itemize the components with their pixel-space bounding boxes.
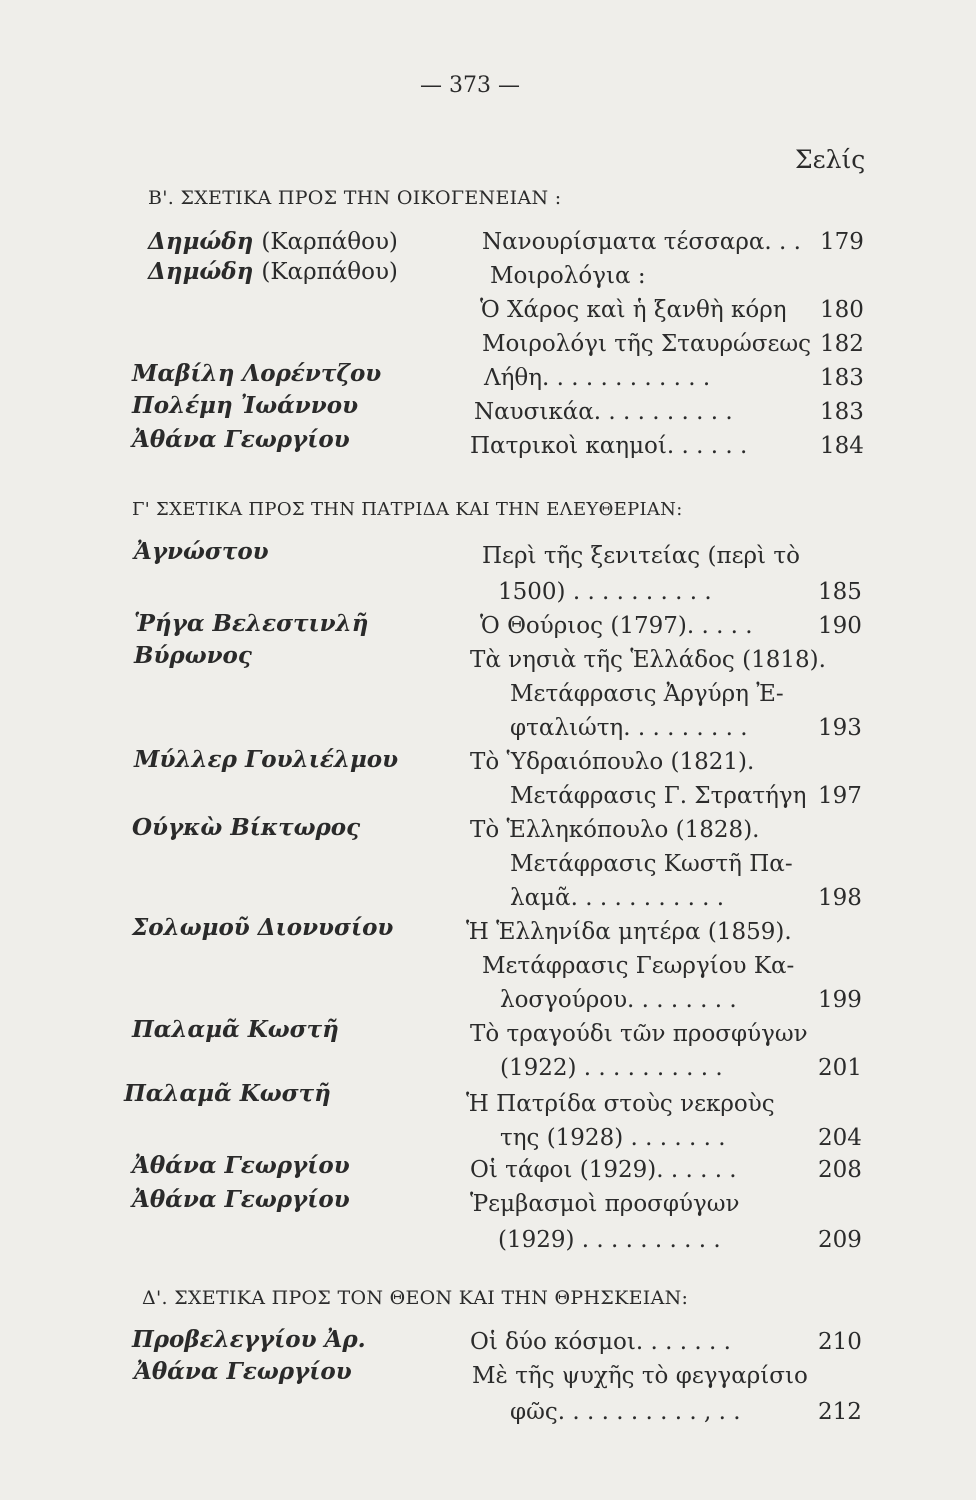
author-7: Ῥήγα Βελεστινλῆ [134, 610, 369, 637]
title-11: Τὸ Ὑδραιόπουλο (1821). [470, 749, 755, 775]
author-1 [148, 228, 398, 256]
author-name: Δημώδη [148, 228, 254, 255]
title-14-cont: (1922) . . . . . . . . . . [500, 1055, 723, 1081]
page-ref-19: 212 [818, 1399, 862, 1425]
title-12: Τὸ Ἑλληκόπουλο (1828). [470, 817, 760, 843]
page-ref-10: 193 [818, 715, 862, 741]
page-ref-14: 201 [818, 1055, 862, 1081]
title-11-cont: Μετάφρασις Γ. Στρατήγη [510, 783, 807, 809]
page-ref-6: 183 [820, 399, 864, 425]
title-15: Ἡ Πατρίδα στοὺς νεκροὺς [466, 1091, 775, 1117]
title-15-cont: της (1928) . . . . . . . [500, 1125, 726, 1151]
author-10: Ούγκὼ Βίκτωρος [132, 814, 361, 841]
author-11: Σολωμοῦ Διονυσίου [132, 914, 394, 941]
title-10: Τὰ νησιὰ τῆς Ἑλλάδος (1818). [470, 647, 826, 673]
title-17-cont: (1929) . . . . . . . . . . [498, 1227, 721, 1253]
title-19-cont: φῶς. . . . . . . . . . , . . [510, 1399, 741, 1425]
page-ref-5: 183 [820, 365, 864, 391]
section-heading-g: Γ' ΣΧΕΤΙΚΑ ΠΡΟΣ ΤΗΝ ΠΑΤΡΙΔΑ ΚΑΙ ΤΗΝ ΕΛΕΥΘΕΡΙΑΝ: [132, 499, 683, 520]
author-15: Ἀθάνα Γεωργίου [132, 1186, 350, 1213]
title-13-cont: Μετάφρασις Γεωργίου Κα- [482, 953, 795, 979]
page-ref-4: 182 [820, 331, 864, 357]
title-8-cont: 1500) . . . . . . . . . . [498, 579, 712, 605]
page-number: — 373 — [420, 73, 520, 98]
page-ref-15: 204 [818, 1125, 862, 1151]
column-header-page: Σελίς [795, 145, 866, 174]
title-7: Πατρικοὶ καημοί. . . . . . [470, 433, 748, 459]
author-4: Πολέμη Ἰωάννου [132, 392, 359, 419]
author-9: Μύλλερ Γουλιέλμου [134, 746, 399, 773]
title-18: Οἱ δύο κόσμοι. . . . . . . [470, 1329, 731, 1355]
author-8: Βύρωνος [134, 642, 252, 669]
author-6: Ἀγνώστου [134, 538, 269, 565]
page-ref-9: 190 [818, 613, 862, 639]
page-ref-11: 197 [818, 783, 862, 809]
page-ref-13: 199 [818, 987, 862, 1013]
title-5: Λήθη. . . . . . . . . . . . [484, 365, 711, 391]
section-heading-b: Β'. ΣΧΕΤΙΚΑ ΠΡΟΣ ΤΗΝ ΟΙΚΟΓΕΝΕΙΑΝ : [148, 187, 562, 209]
page-ref-17: 209 [818, 1227, 862, 1253]
title-14: Τὸ τραγούδι τῶν προσφύγων [470, 1021, 808, 1047]
page-ref-12: 198 [818, 885, 862, 911]
title-6: Ναυσικάα. . . . . . . . . . [474, 399, 733, 425]
title-9: Ὁ Θούριος (1797). . . . . [480, 613, 753, 639]
author-14: Ἀθάνα Γεωργίου [132, 1152, 350, 1179]
page-ref-16: 208 [818, 1157, 862, 1183]
title-1: Νανουρίσματα τέσσαρα. . . [482, 229, 801, 255]
page-ref-7: 184 [820, 433, 864, 459]
title-8: Περὶ τῆς ξενιτείας (περὶ τὸ [482, 543, 800, 569]
author-5: Ἀθάνα Γεωργίου [132, 426, 350, 453]
author-place: (Καρπάθου) [261, 229, 398, 255]
title-12-cont2: λαμᾶ. . . . . . . . . . . [510, 885, 725, 911]
title-13: Ἡ Ἑλληνίδα μητέρα (1859). [466, 919, 792, 945]
author-16: Προβελεγγίου Ἀρ. [132, 1326, 366, 1353]
title-10-cont: Μετάφρασις Ἀργύρη Ἐ- [510, 681, 784, 707]
author-17: Ἀθάνα Γεωργίου [134, 1358, 352, 1385]
title-12-cont: Μετάφρασις Κωστῆ Πα- [510, 851, 793, 877]
author-12: Παλαμᾶ Κωστῆ [132, 1016, 339, 1043]
title-17: Ῥεμβασμοὶ προσφύγων [470, 1191, 740, 1217]
title-3: Ὁ Χάρος καὶ ἡ ξανθὴ κόρη [480, 297, 787, 323]
title-16: Οἱ τάφοι (1929). . . . . . [470, 1157, 737, 1183]
author-3: Μαβίλη Λορέντζου [132, 360, 382, 387]
page-ref-18: 210 [818, 1329, 862, 1355]
title-10-cont2: φταλιώτη. . . . . . . . . [510, 715, 748, 741]
page-ref-1: 179 [820, 229, 864, 255]
author-13: Παλαμᾶ Κωστῆ [124, 1080, 331, 1107]
author-place: (Καρπάθου) [261, 259, 398, 285]
page-ref-8: 185 [818, 579, 862, 605]
section-heading-d: Δ'. ΣΧΕΤΙΚΑ ΠΡΟΣ ΤΟΝ ΘΕΟΝ ΚΑΙ ΤΗΝ ΘΡΗΣΚΕΙΑΝ: [142, 1287, 689, 1309]
title-19: Μὲ τῆς ψυχῆς τὸ φεγγαρίσιο [472, 1363, 808, 1389]
author-2 [148, 258, 398, 286]
title-4: Μοιρολόγι τῆς Σταυρώσεως [482, 331, 812, 357]
page-ref-3: 180 [820, 297, 864, 323]
title-2: Μοιρολόγια : [490, 263, 646, 289]
author-name: Δημώδη [148, 258, 254, 285]
title-13-cont2: λοσγούρου. . . . . . . . [500, 987, 737, 1013]
